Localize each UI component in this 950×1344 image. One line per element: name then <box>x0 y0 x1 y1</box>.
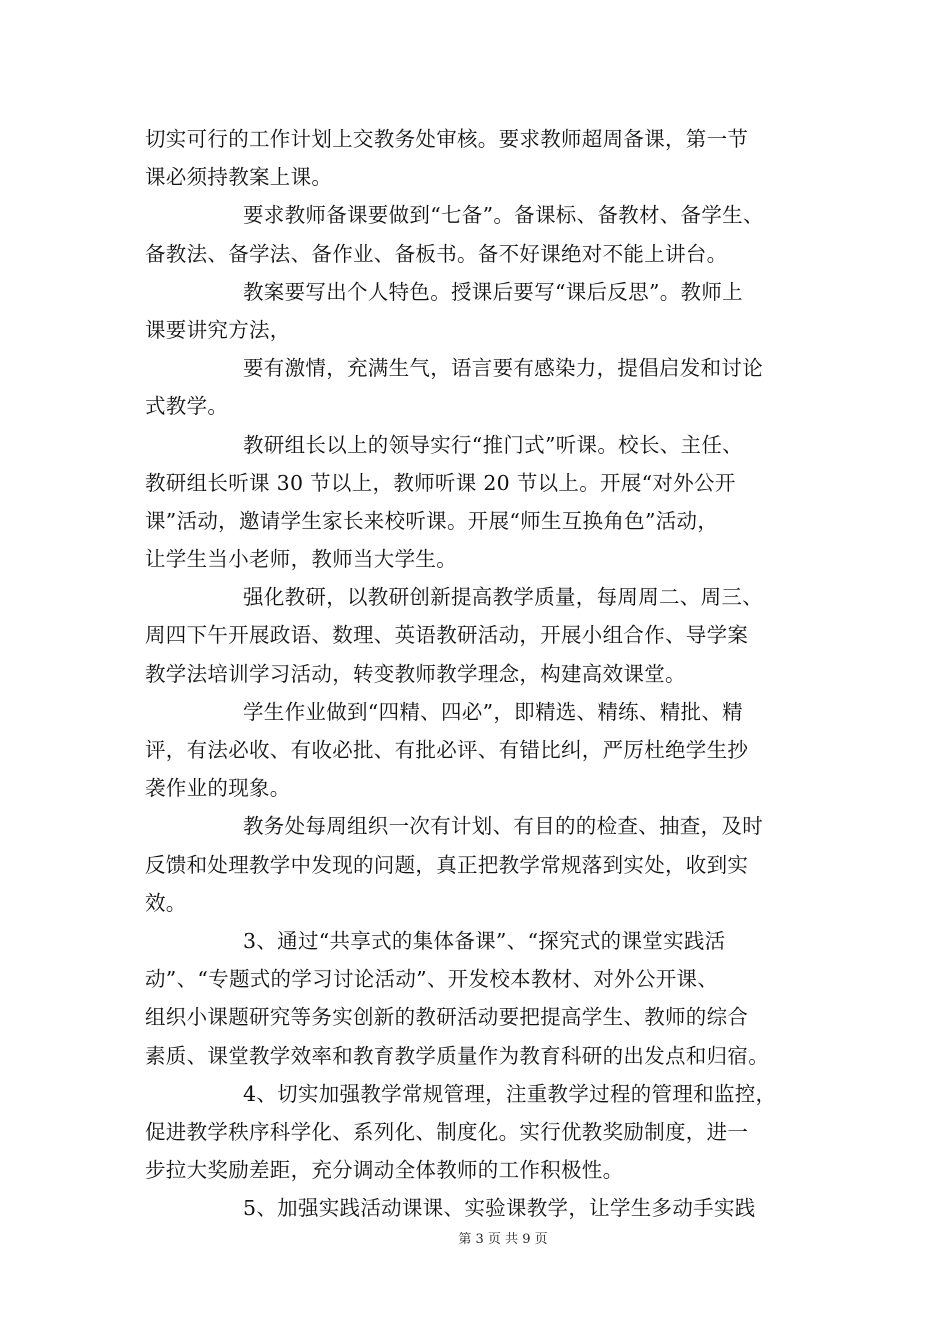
text-line: 切实可行的工作计划上交教务处审核。要求教师超周备课，第一节 <box>145 127 749 151</box>
document-body <box>145 120 825 1227</box>
text-line: 教学法培训学习活动，转变教师教学理念，构建高效课堂。 <box>145 661 686 686</box>
text-line: 效。 <box>145 890 187 915</box>
text-line: 教案要写出个人特色。授课后要写“课后反思”。教师上 <box>243 279 743 304</box>
text-line: 袭作业的现象。 <box>145 776 291 801</box>
text-line: 强化教研，以教研创新提高教学质量，每周周二、周三、 <box>243 585 763 610</box>
text-line: 组织小课题研究等务实创新的教研活动要把提高学生、教师的综合 <box>145 1005 749 1030</box>
text-line: 教研组长听课 30 节以上，教师听课 20 节以上。开展“对外公开 <box>145 470 736 495</box>
text-line: 备教法、备学法、备作业、备板书。备不好课绝对不能上讲台。 <box>145 241 728 266</box>
text-line: 4、切实加强教学常规管理，注重教学过程的管理和监控， <box>243 1081 777 1106</box>
text-line: 动”、“专题式的学习讨论活动”、开发校本教材、对外公开课、 <box>145 967 719 992</box>
text-line: 课”活动，邀请学生家长来校听课。开展“师生互换角色”活动， <box>145 508 719 533</box>
text-line: 教研组长以上的领导实行“推门式”听课。校长、主任、 <box>243 432 743 457</box>
text-line: 教务处每周组织一次有计划、有目的的检查、抽查，及时 <box>243 814 763 839</box>
text-line: 3、通过“共享式的集体备课”、“探究式的课堂实践活 <box>243 928 726 953</box>
text-line: 要有激情，充满生气，语言要有感染力，提倡启发和讨论 <box>243 356 763 381</box>
text-line: 步拉大奖励差距，充分调动全体教师的工作积极性。 <box>145 1158 624 1183</box>
text-line: 周四下午开展政语、数理、英语教研活动，开展小组合作、导学案 <box>145 623 749 648</box>
text-line: 课要讲究方法， <box>145 317 291 342</box>
text-line: 让学生当小老师，教师当大学生。 <box>145 547 457 572</box>
text-line: 评，有法必收、有收必批、有批必评、有错比纠，严厉杜绝学生抄 <box>145 738 749 762</box>
text-line: 素质、课堂教学效率和教育教学质量作为教育科研的出发点和归宿。 <box>145 1043 769 1068</box>
text-line: 课必须持教案上课。 <box>145 165 333 190</box>
text-line: 促进教学秩序科学化、系列化、制度化。实行优教奖励制度，进一 <box>145 1119 749 1144</box>
text-line: 反馈和处理教学中发现的问题，真正把教学常规落到实处，收到实 <box>145 852 749 877</box>
text-line: 学生作业做到“四精、四必”，即精选、精练、精批、精 <box>243 699 743 724</box>
text-line: 5、加强实践活动课课、实验课教学，让学生多动手实践 <box>243 1196 756 1221</box>
page-number: 第 3 页 共 9 页 <box>458 1232 548 1247</box>
text-line: 式教学。 <box>145 394 229 419</box>
text-line: 要求教师备课要做到“七备”。备课标、备教材、备学生、 <box>243 203 764 228</box>
